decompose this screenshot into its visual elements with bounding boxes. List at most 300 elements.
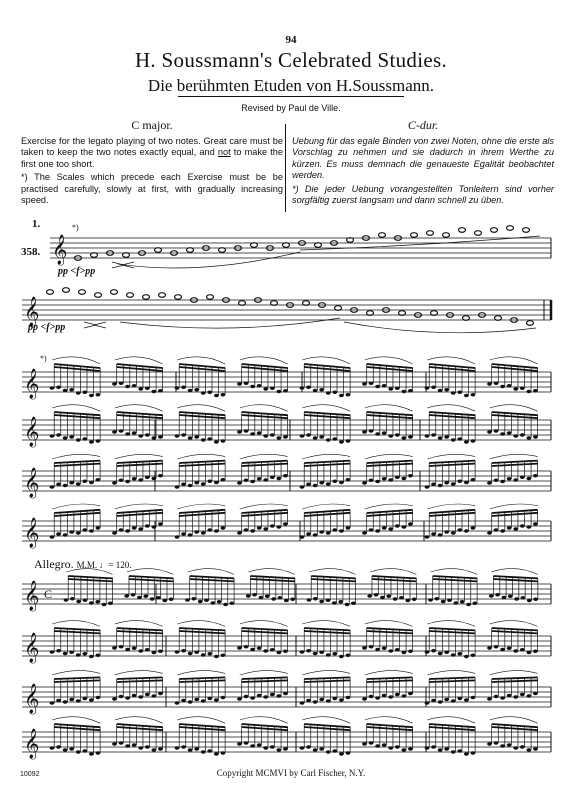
note-head bbox=[50, 485, 55, 488]
slur bbox=[427, 671, 475, 675]
note-head bbox=[425, 434, 430, 437]
slur bbox=[427, 357, 475, 364]
note-head bbox=[185, 598, 190, 601]
english-paragraph-1 bbox=[21, 136, 283, 171]
english-paragraph-1-start: Exercise for the legato playing of two notes. Great care must be taken to keep the two notes exactly equal, and bbox=[21, 135, 283, 157]
slur bbox=[370, 569, 416, 575]
note-head bbox=[388, 434, 393, 437]
slur bbox=[177, 621, 225, 627]
note-head bbox=[367, 594, 372, 597]
note-head bbox=[526, 651, 531, 654]
note-head bbox=[145, 524, 150, 527]
note-head bbox=[326, 599, 331, 602]
note-head bbox=[244, 382, 249, 385]
note-head bbox=[444, 747, 449, 750]
note-head bbox=[507, 526, 512, 529]
note-head bbox=[500, 480, 505, 483]
note-head bbox=[401, 525, 406, 528]
note-head bbox=[276, 525, 281, 528]
note-head bbox=[252, 593, 257, 596]
note-head bbox=[265, 595, 270, 598]
note-head bbox=[132, 384, 137, 387]
note-head bbox=[214, 529, 219, 532]
slur bbox=[177, 504, 225, 509]
slur bbox=[365, 357, 413, 364]
note-head bbox=[194, 388, 199, 391]
note-head bbox=[194, 747, 199, 750]
note-head bbox=[431, 433, 436, 436]
note-head bbox=[244, 429, 249, 432]
note-head bbox=[487, 742, 492, 745]
note-head bbox=[520, 476, 525, 479]
note-head bbox=[520, 693, 525, 696]
note-head bbox=[221, 478, 226, 481]
note-head bbox=[112, 646, 117, 649]
note-head bbox=[108, 602, 113, 605]
note-head bbox=[346, 696, 351, 699]
note-head bbox=[283, 650, 288, 653]
note-head bbox=[194, 651, 199, 654]
slur bbox=[248, 569, 294, 575]
note-head bbox=[369, 382, 374, 385]
note-head bbox=[395, 745, 400, 748]
slur bbox=[240, 621, 288, 627]
note-head bbox=[438, 533, 443, 536]
note-head bbox=[207, 391, 212, 394]
note-head bbox=[56, 386, 61, 389]
note-head bbox=[339, 752, 344, 755]
note-head bbox=[119, 695, 124, 698]
note-head bbox=[306, 649, 311, 652]
note-head bbox=[270, 648, 275, 651]
note-head bbox=[201, 482, 206, 485]
note-head bbox=[521, 596, 526, 599]
note-head bbox=[300, 650, 305, 653]
note-head bbox=[487, 531, 492, 534]
note-head bbox=[63, 389, 68, 392]
note-head bbox=[507, 694, 512, 697]
slur bbox=[365, 671, 413, 675]
note-head bbox=[290, 598, 295, 601]
note-head bbox=[502, 596, 507, 599]
note-head bbox=[326, 531, 331, 534]
note-head bbox=[464, 394, 469, 397]
note-head bbox=[138, 387, 143, 390]
note-head bbox=[188, 533, 193, 536]
note-head bbox=[207, 480, 212, 483]
page-title: H. Soussmann's Celebrated Studies. bbox=[134, 48, 448, 72]
note-head bbox=[76, 750, 81, 753]
note-head bbox=[191, 597, 196, 600]
note-head bbox=[89, 481, 94, 484]
note-head bbox=[188, 389, 193, 392]
slur bbox=[52, 717, 100, 724]
note-head bbox=[457, 652, 462, 655]
note-head bbox=[405, 599, 410, 602]
note-head bbox=[306, 532, 311, 535]
note-head bbox=[96, 439, 101, 442]
note-head bbox=[395, 693, 400, 696]
note-head bbox=[221, 654, 226, 657]
slur bbox=[177, 671, 225, 675]
note-head bbox=[362, 697, 367, 700]
note-head bbox=[283, 692, 288, 695]
note-head bbox=[283, 435, 288, 438]
note-head bbox=[513, 478, 518, 481]
note-head bbox=[181, 532, 186, 535]
note-head bbox=[520, 524, 525, 527]
note-head bbox=[451, 653, 456, 656]
note-head bbox=[434, 597, 439, 600]
note-head bbox=[507, 743, 512, 746]
note-head bbox=[194, 435, 199, 438]
note-head bbox=[263, 695, 268, 698]
note-head bbox=[112, 742, 117, 745]
note-head bbox=[319, 435, 324, 438]
note-head bbox=[63, 533, 68, 536]
slur bbox=[240, 405, 288, 412]
note-head bbox=[374, 593, 379, 596]
note-head bbox=[471, 478, 476, 481]
note-head bbox=[131, 593, 136, 596]
note-head bbox=[96, 526, 101, 529]
slur bbox=[240, 717, 288, 724]
metronome-marking: M.M. ♩= 120. bbox=[76, 560, 132, 570]
note-head bbox=[137, 596, 142, 599]
staff-3 bbox=[22, 372, 551, 392]
note-head bbox=[300, 701, 305, 704]
note-head bbox=[326, 482, 331, 485]
slur bbox=[302, 717, 350, 724]
note-head bbox=[214, 655, 219, 658]
note-head bbox=[132, 477, 137, 480]
note-head bbox=[326, 653, 331, 656]
note-head bbox=[76, 482, 81, 485]
slur bbox=[490, 717, 538, 724]
note-head bbox=[408, 389, 413, 392]
note-head bbox=[96, 393, 101, 396]
note-head bbox=[82, 391, 87, 394]
note-head bbox=[283, 474, 288, 477]
note-head bbox=[382, 431, 387, 434]
note-head bbox=[494, 429, 499, 432]
note-head bbox=[276, 477, 281, 480]
note-head bbox=[181, 483, 186, 486]
note-head bbox=[444, 698, 449, 701]
note-head bbox=[151, 651, 156, 654]
note-head bbox=[513, 527, 518, 530]
note-head bbox=[112, 430, 117, 433]
note-head bbox=[313, 748, 318, 751]
note-head bbox=[500, 648, 505, 651]
note-head bbox=[487, 430, 492, 433]
common-time-icon: C bbox=[44, 587, 53, 601]
note-head bbox=[221, 696, 226, 699]
note-head bbox=[395, 524, 400, 527]
note-head bbox=[395, 476, 400, 479]
slur bbox=[52, 621, 100, 627]
note-head bbox=[513, 649, 518, 652]
note-head bbox=[332, 749, 337, 752]
note-head bbox=[393, 597, 398, 600]
note-head bbox=[382, 477, 387, 480]
note-head bbox=[230, 602, 235, 605]
treble-clef-icon: 𝄞 bbox=[24, 633, 40, 663]
note-head bbox=[362, 742, 367, 745]
note-head bbox=[69, 530, 74, 533]
note-head bbox=[201, 531, 206, 534]
note-head bbox=[56, 483, 61, 486]
note-head bbox=[526, 748, 531, 751]
note-head bbox=[369, 741, 374, 744]
treble-clef-icon: 𝄞 bbox=[24, 729, 40, 759]
note-head bbox=[382, 694, 387, 697]
note-head bbox=[221, 526, 226, 529]
note-head bbox=[388, 478, 393, 481]
note-head bbox=[362, 382, 367, 385]
note-head bbox=[451, 391, 456, 394]
column-divider bbox=[285, 124, 286, 212]
note-head bbox=[533, 747, 538, 750]
note-head bbox=[175, 650, 180, 653]
treble-clef-icon: 𝄞 bbox=[24, 369, 40, 399]
note-head bbox=[175, 746, 180, 749]
note-head bbox=[214, 698, 219, 701]
note-head bbox=[326, 391, 331, 394]
note-head bbox=[495, 593, 500, 596]
note-head bbox=[401, 694, 406, 697]
note-head bbox=[306, 433, 311, 436]
note-head bbox=[151, 390, 156, 393]
treble-clef-icon: 𝄞 bbox=[52, 235, 68, 265]
note-head bbox=[119, 741, 124, 744]
note-head bbox=[158, 435, 163, 438]
slur bbox=[365, 454, 413, 459]
note-head bbox=[151, 436, 156, 439]
note-head bbox=[244, 479, 249, 482]
note-head bbox=[89, 529, 94, 532]
note-head bbox=[375, 385, 380, 388]
note-head bbox=[464, 529, 469, 532]
note-head bbox=[401, 390, 406, 393]
note-head bbox=[451, 482, 456, 485]
note-head bbox=[244, 645, 249, 648]
note-head bbox=[473, 602, 478, 605]
slur bbox=[115, 717, 163, 724]
note-head bbox=[145, 433, 150, 436]
note-head bbox=[507, 431, 512, 434]
note-head bbox=[221, 439, 226, 442]
note-head bbox=[198, 600, 203, 603]
note-head bbox=[50, 650, 55, 653]
note-head bbox=[464, 698, 469, 701]
note-head bbox=[487, 382, 492, 385]
note-head bbox=[319, 747, 324, 750]
note-head bbox=[270, 387, 275, 390]
note-head bbox=[151, 748, 156, 751]
note-head bbox=[375, 648, 380, 651]
english-paragraph-2: *) The Scales which precede each Exercise must be be practised carefully, slowly at first, with gradually increasing speed. bbox=[21, 172, 283, 205]
page-subtitle: Die berühmten Etuden von H.Soussmann. bbox=[147, 76, 435, 95]
note-head bbox=[207, 437, 212, 440]
note-head bbox=[132, 647, 137, 650]
note-head bbox=[313, 700, 318, 703]
note-head bbox=[207, 652, 212, 655]
note-head bbox=[194, 698, 199, 701]
note-head bbox=[500, 385, 505, 388]
note-head bbox=[451, 750, 456, 753]
note-head bbox=[112, 697, 117, 700]
note-head bbox=[158, 522, 163, 525]
note-head bbox=[401, 477, 406, 480]
note-head bbox=[326, 699, 331, 702]
slur bbox=[115, 621, 163, 627]
treble-clef-icon: 𝄞 bbox=[24, 297, 40, 327]
note-head bbox=[214, 394, 219, 397]
plate-number: 10092 bbox=[20, 771, 40, 778]
note-head bbox=[339, 529, 344, 532]
note-head bbox=[386, 595, 391, 598]
note-head bbox=[375, 432, 380, 435]
treble-clef-icon: 𝄞 bbox=[24, 468, 40, 498]
note-head bbox=[69, 651, 74, 654]
note-head bbox=[431, 745, 436, 748]
note-head bbox=[50, 701, 55, 704]
note-head bbox=[300, 485, 305, 488]
note-head bbox=[533, 598, 538, 601]
note-head bbox=[526, 525, 531, 528]
note-head bbox=[214, 481, 219, 484]
note-head bbox=[119, 382, 124, 385]
note-head bbox=[307, 598, 312, 601]
slur bbox=[115, 671, 163, 675]
note-head bbox=[250, 432, 255, 435]
note-head bbox=[444, 530, 449, 533]
slur bbox=[127, 569, 173, 575]
note-head bbox=[362, 430, 367, 433]
note-head bbox=[69, 481, 74, 484]
slur bbox=[115, 454, 163, 459]
note-head bbox=[132, 694, 137, 697]
footnote-asterisk: *) bbox=[72, 223, 79, 232]
note-head bbox=[526, 694, 531, 697]
note-head bbox=[194, 530, 199, 533]
note-head bbox=[313, 652, 318, 655]
note-head bbox=[169, 598, 174, 601]
note-head bbox=[471, 751, 476, 754]
note-head bbox=[181, 433, 186, 436]
note-head bbox=[188, 748, 193, 751]
note-head bbox=[119, 528, 124, 531]
note-head bbox=[507, 647, 512, 650]
note-head bbox=[82, 480, 87, 483]
note-head bbox=[401, 651, 406, 654]
note-head bbox=[237, 646, 242, 649]
slur bbox=[427, 454, 475, 459]
note-head bbox=[56, 699, 61, 702]
note-head bbox=[369, 645, 374, 648]
note-head bbox=[96, 696, 101, 699]
footnote-asterisk: *) bbox=[40, 354, 47, 363]
note-head bbox=[346, 751, 351, 754]
note-head bbox=[181, 386, 186, 389]
note-head bbox=[362, 531, 367, 534]
note-head bbox=[207, 528, 212, 531]
note-head bbox=[69, 388, 74, 391]
note-head bbox=[138, 434, 143, 437]
note-head bbox=[257, 647, 262, 650]
note-head bbox=[244, 528, 249, 531]
note-head bbox=[306, 483, 311, 486]
note-head bbox=[76, 438, 81, 441]
note-head bbox=[346, 393, 351, 396]
note-head bbox=[82, 749, 87, 752]
note-head bbox=[175, 485, 180, 488]
slur bbox=[427, 504, 475, 509]
note-head bbox=[494, 528, 499, 531]
note-head bbox=[138, 695, 143, 698]
note-head bbox=[425, 535, 430, 538]
note-head bbox=[83, 599, 88, 602]
slur bbox=[365, 717, 413, 724]
note-head bbox=[145, 387, 150, 390]
note-head bbox=[494, 645, 499, 648]
note-head bbox=[438, 700, 443, 703]
note-head bbox=[217, 600, 222, 603]
note-head bbox=[369, 528, 374, 531]
note-head bbox=[306, 386, 311, 389]
note-head bbox=[276, 436, 281, 439]
note-head bbox=[431, 649, 436, 652]
note-head bbox=[221, 393, 226, 396]
note-head bbox=[125, 648, 130, 651]
slur bbox=[302, 621, 350, 627]
note-head bbox=[175, 386, 180, 389]
note-head bbox=[438, 652, 443, 655]
note-head bbox=[395, 433, 400, 436]
note-head bbox=[201, 653, 206, 656]
note-head bbox=[425, 485, 430, 488]
note-head bbox=[158, 692, 163, 695]
note-head bbox=[283, 747, 288, 750]
note-head bbox=[95, 600, 100, 603]
note-head bbox=[399, 596, 404, 599]
note-head bbox=[158, 474, 163, 477]
note-head bbox=[257, 694, 262, 697]
note-head bbox=[457, 528, 462, 531]
note-head bbox=[444, 388, 449, 391]
note-head bbox=[50, 535, 55, 538]
note-head bbox=[237, 430, 242, 433]
note-head bbox=[201, 391, 206, 394]
note-head bbox=[89, 655, 94, 658]
note-head bbox=[332, 652, 337, 655]
note-head bbox=[250, 480, 255, 483]
note-head bbox=[76, 600, 81, 603]
note-head bbox=[319, 600, 324, 603]
slur bbox=[427, 405, 475, 412]
note-head bbox=[332, 391, 337, 394]
note-head bbox=[270, 524, 275, 527]
note-head bbox=[346, 654, 351, 657]
note-head bbox=[207, 749, 212, 752]
note-head bbox=[246, 594, 251, 597]
note-head bbox=[70, 597, 75, 600]
note-head bbox=[263, 746, 268, 749]
note-head bbox=[464, 440, 469, 443]
slur bbox=[52, 504, 100, 509]
note-head bbox=[375, 744, 380, 747]
